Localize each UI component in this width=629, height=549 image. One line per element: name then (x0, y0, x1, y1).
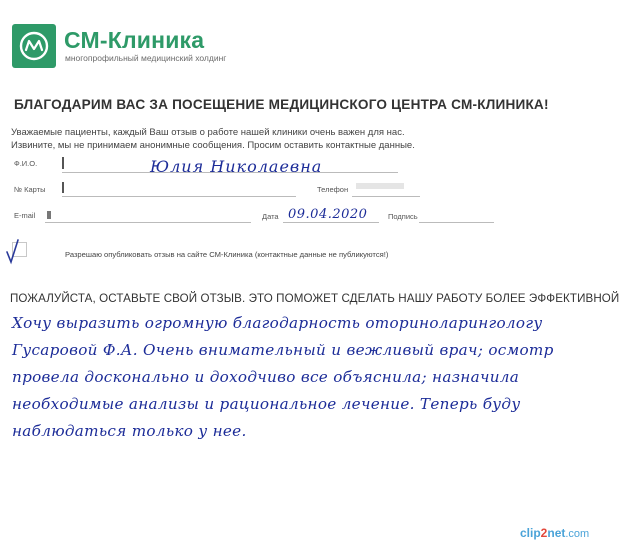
email-field[interactable] (45, 222, 251, 223)
card-mark (62, 182, 64, 193)
fio-label: Ф.И.О. (14, 159, 38, 168)
checkmark-icon (4, 236, 26, 266)
intro-text: Уважаемые пациенты, каждый Ваш отзыв о работе нашей клиники очень важен для нас. Извините, мы не принимаем анонимные сообщения. Просим оставить контактные данные. (11, 127, 415, 151)
watermark (520, 526, 589, 540)
review-prompt: ПОЖАЛУЙСТА, ОСТАВЬТЕ СВОЙ ОТЗЫВ. ЭТО ПОМОЖЕТ СДЕЛАТЬ НАШУ РАБОТУ БОЛЕЕ ЭФФЕКТИВНОЙ (10, 292, 620, 305)
watermark-part: 2 (540, 526, 548, 540)
signature-field[interactable] (419, 222, 494, 223)
consent-label: Разрешаю опубликовать отзыв на сайте СМ-Клиника (контактные данные не публикуются!) (65, 250, 389, 259)
watermark-part: net (547, 526, 566, 540)
logo-icon (12, 24, 56, 68)
watermark-part: .com (565, 528, 590, 540)
phone-field[interactable] (352, 196, 420, 197)
brand-tagline: многопрофильный медицинский холдинг (65, 53, 227, 63)
email-mark (47, 211, 51, 219)
date-field[interactable]: 09.04.2020 (288, 207, 368, 222)
review-line: Гусаровой Ф.А. Очень внимательный и вежливый врач; осмотр (12, 341, 554, 359)
brand-name: СМ-Клиника (64, 27, 205, 53)
fio-mark (62, 157, 64, 169)
review-line: провела досконально и доходчиво все объяснила; назначила (12, 368, 520, 386)
page-title: БЛАГОДАРИМ ВАС ЗА ПОСЕЩЕНИЕ МЕДИЦИНСКОГО ЦЕНТРА СМ-КЛИНИКА! (14, 97, 549, 112)
fio-field[interactable]: Юлия Николаевна (150, 157, 323, 176)
phone-label: Телефон (317, 185, 349, 194)
watermark-part: clip (520, 526, 541, 540)
phone-redaction (356, 183, 404, 189)
review-line: Хочу выразить огромную благодарность оториноларингологу (12, 314, 543, 332)
review-line: необходимые анализы и рациональное лечение. Теперь буду (12, 395, 521, 413)
review-line: наблюдаться только у нее. (12, 422, 247, 440)
email-label: E-mail (14, 211, 36, 220)
card-label: № Карты (14, 185, 46, 194)
date-underline (283, 222, 379, 223)
card-field[interactable] (62, 196, 296, 197)
date-label: Дата (262, 212, 279, 221)
signature-label: Подпись (388, 212, 418, 221)
